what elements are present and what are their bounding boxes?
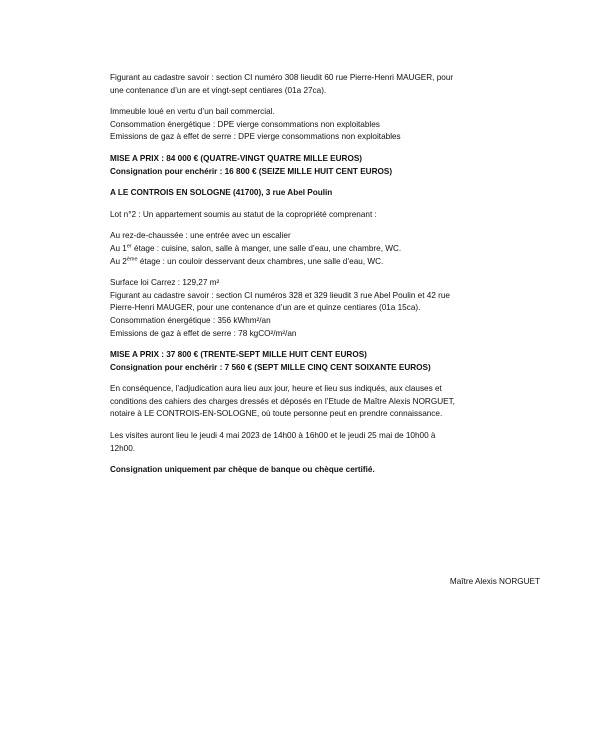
- lot2-consumption: Consommation énergétique : 356 kWhm²/an: [110, 315, 271, 325]
- lot1-bail: Immeuble loué en vertu d’un bail commercial.: [110, 107, 275, 117]
- lot2-emissions: Emissions de gaz à effet de serre : 78 kgCO²/m²/an: [110, 328, 297, 338]
- lot2-cadastre-line-1: Figurant au cadastre savoir : section CI numéros 328 et 329 lieudit 3 rue Abel Poulin et 42 rue: [110, 290, 450, 300]
- lot2-etage-1-prefix: Au 1: [110, 243, 127, 253]
- lot2-etage-2-text: étage : un couloir desservant deux chambres, une salle d’eau, WC.: [137, 256, 384, 266]
- lot2-etage-2-sup: ème: [126, 255, 138, 262]
- visites-line-1: Les visites auront lieu le jeudi 4 mai 2023 de 14h00 à 16h00 et le jeudi 25 mai de 10h00 à: [110, 431, 436, 441]
- visites-paragraph: [110, 430, 542, 455]
- lot1-cadastre: [110, 72, 542, 97]
- visites-line-2: 12h00.: [110, 443, 136, 453]
- lot1-cadastre-line-2: une contenance d’un are et vingt-sept centiares (01a 27ca).: [110, 85, 327, 95]
- lot2-etage-1-sup: er: [126, 243, 132, 250]
- consignation-note-text: Consignation uniquement par chèque de banque ou chèque certifié.: [110, 465, 375, 475]
- consequence-line-3: notaire à LE CONTROIS-EN-SOLOGNE, où toute personne peut en prendre connaissance.: [110, 409, 443, 419]
- lot1-emissions: Emissions de gaz à effet de serre : DPE vierge consommations non exploitables: [110, 132, 401, 142]
- notice-body: [110, 72, 542, 486]
- lot2-title-text: Lot n°2 : Un appartement soumis au statut de la copropriété comprenant :: [110, 209, 377, 219]
- lot2-mise-a-prix: MISE A PRIX : 37 800 € (TRENTE-SEPT MILLE HUIT CENT EUROS): [110, 350, 367, 360]
- lot2-details: [110, 277, 542, 340]
- lot2-surface: Surface loi Carrez : 129,27 m²: [110, 278, 220, 288]
- lot2-rooms: [110, 230, 542, 268]
- lot1-cadastre-line-1: Figurant au cadastre savoir : section CI numéro 308 lieudit 60 rue Pierre-Henri MAUGER, pour: [110, 73, 454, 82]
- consignation-note: [110, 464, 542, 477]
- signature: Maître Alexis NORGUET: [449, 577, 540, 586]
- lot2-price-block: [110, 349, 542, 374]
- lot2-etage-1-text: étage : cuisine, salon, salle à manger, une salle d’eau, une chambre, WC.: [131, 243, 402, 253]
- lot2-etage-1: [110, 243, 542, 256]
- lot2-title: [110, 209, 542, 222]
- lot1-consumption: Consommation énergétique : DPE vierge consommations non exploitables: [110, 119, 380, 129]
- lot1-mise-a-prix: MISE A PRIX : 84 000 € (QUATRE-VINGT QUATRE MILLE EUROS): [110, 153, 363, 163]
- lot2-consignation: Consignation pour enchérir : 7 560 € (SEPT MILLE CINQ CENT SOIXANTE EUROS): [110, 362, 431, 372]
- consequence-paragraph: [110, 383, 542, 421]
- lot1-consignation: Consignation pour enchérir : 16 800 € (SEIZE MILLE HUIT CENT EUROS): [110, 166, 393, 176]
- lot2-address-text: A LE CONTROIS EN SOLOGNE (41700), 3 rue Abel Poulin: [110, 188, 333, 198]
- lot1-price-block: [110, 153, 542, 178]
- lot2-cadastre-line-2: Pierre-Henri MAUGER, pour une contenance d’un are et quinze centiares (01a 15ca).: [110, 303, 421, 313]
- lot2-rdc: Au rez-de-chaussée : une entrée avec un escalier: [110, 231, 291, 241]
- lot2-etage-2: [110, 256, 542, 269]
- consequence-line-2: conditions des cahiers des charges dressés et déposés en l’Etude de Maître Alexis NORGUET,: [110, 396, 455, 406]
- consequence-line-1: En conséquence, l’adjudication aura lieu aux jour, heure et lieu sus indiqués, aux clauses et: [110, 384, 442, 394]
- lot2-etage-2-prefix: Au 2: [110, 256, 127, 266]
- lot2-address: [110, 187, 542, 200]
- lot1-energy-block: [110, 106, 542, 144]
